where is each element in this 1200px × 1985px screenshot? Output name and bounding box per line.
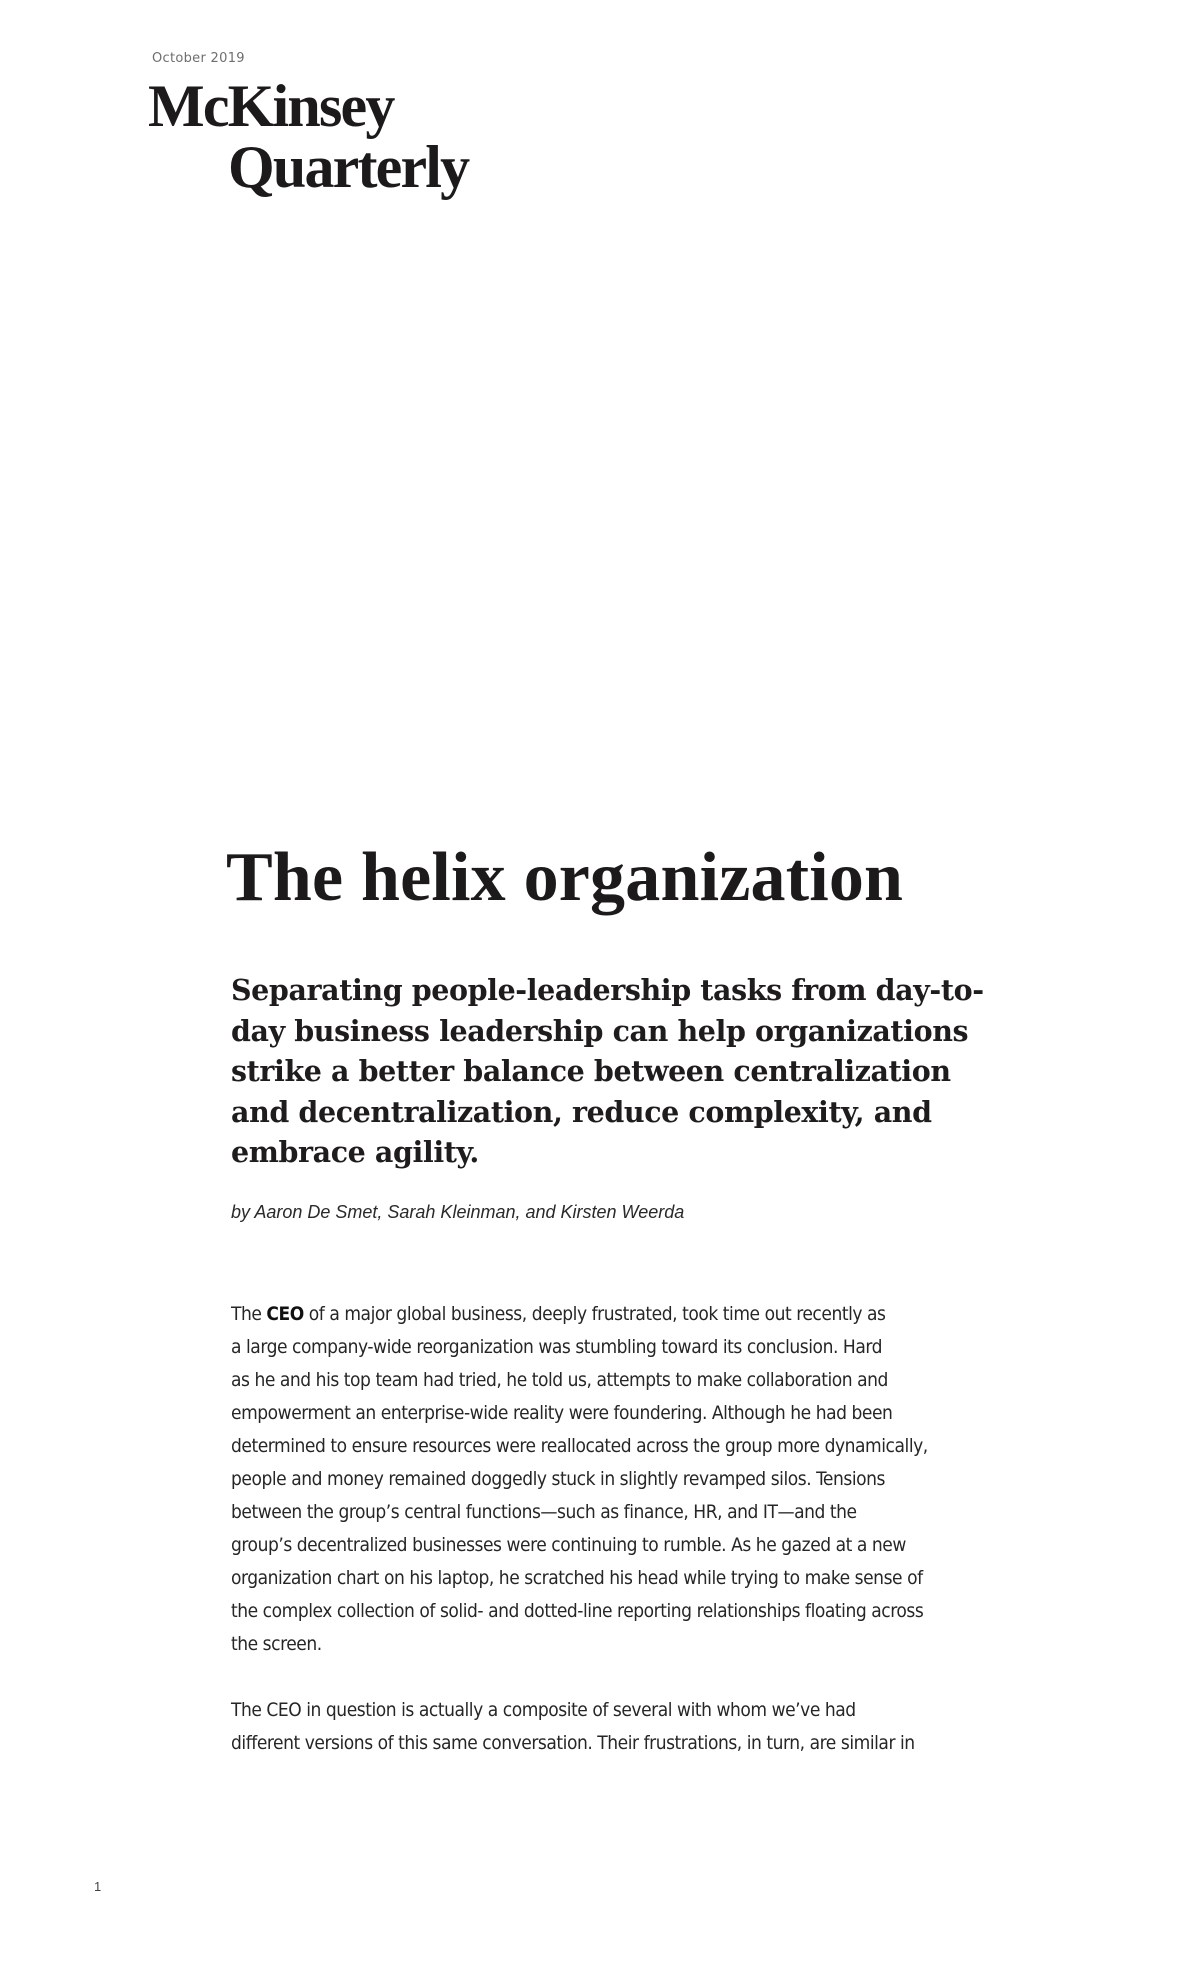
page-number: 1 bbox=[94, 1879, 102, 1894]
paragraph-1 bbox=[231, 1298, 1121, 1661]
body-line: The CEO in question is actually a composite of several with whom we’ve had bbox=[231, 1699, 856, 1721]
body-line: the screen. bbox=[231, 1633, 322, 1655]
publication-logo bbox=[148, 73, 469, 200]
dek-line: day business leadership can help organizations bbox=[231, 1013, 969, 1048]
dek-line: Separating people-leadership tasks from day-to- bbox=[231, 973, 984, 1007]
dek-line: embrace agility. bbox=[231, 1135, 479, 1169]
body-line: the complex collection of solid- and dotted-line reporting relationships floating across bbox=[231, 1600, 924, 1622]
body-line: between the group’s central functions—such as finance, HR, and IT—and the bbox=[231, 1501, 857, 1523]
article-body bbox=[231, 1298, 1121, 1793]
body-line: people and money remained doggedly stuck in slightly revamped silos. Tensions bbox=[231, 1468, 885, 1490]
lead-prefix: The bbox=[231, 1303, 267, 1325]
byline: by Aaron De Smet, Sarah Kleinman, and Kirsten Weerda bbox=[231, 1202, 685, 1222]
lead-rest: of a major global business, deeply frustrated, took time out recently as bbox=[303, 1303, 886, 1325]
body-line: determined to ensure resources were reallocated across the group more dynamically, bbox=[231, 1435, 928, 1457]
dek-line: strike a better balance between centralization bbox=[231, 1054, 951, 1088]
body-line: a large company-wide reorganization was stumbling toward its conclusion. Hard bbox=[231, 1336, 882, 1358]
logo-line-quarterly: Quarterly bbox=[228, 134, 469, 200]
publication-date: October 2019 bbox=[152, 51, 245, 66]
body-line: different versions of this same conversation. Their frustrations, in turn, are similar in bbox=[231, 1732, 915, 1754]
body-line: group’s decentralized businesses were continuing to rumble. As he gazed at a new bbox=[231, 1534, 906, 1556]
logo-line-mckinsey: McKinsey bbox=[148, 73, 394, 139]
body-line: empowerment an enterprise-wide reality were foundering. Although he had been bbox=[231, 1402, 893, 1424]
body-line: organization chart on his laptop, he scratched his head while trying to make sense of bbox=[231, 1567, 923, 1589]
article-title: The helix organization bbox=[226, 839, 904, 916]
body-line bbox=[231, 1298, 1121, 1331]
dek-line: and decentralization, reduce complexity, and bbox=[231, 1094, 932, 1129]
body-line: as he and his top team had tried, he told us, attempts to make collaboration and bbox=[231, 1369, 888, 1391]
article-dek bbox=[231, 970, 1021, 1173]
paragraph-2 bbox=[231, 1694, 1121, 1760]
lead-bold-ceo: CEO bbox=[266, 1303, 304, 1325]
